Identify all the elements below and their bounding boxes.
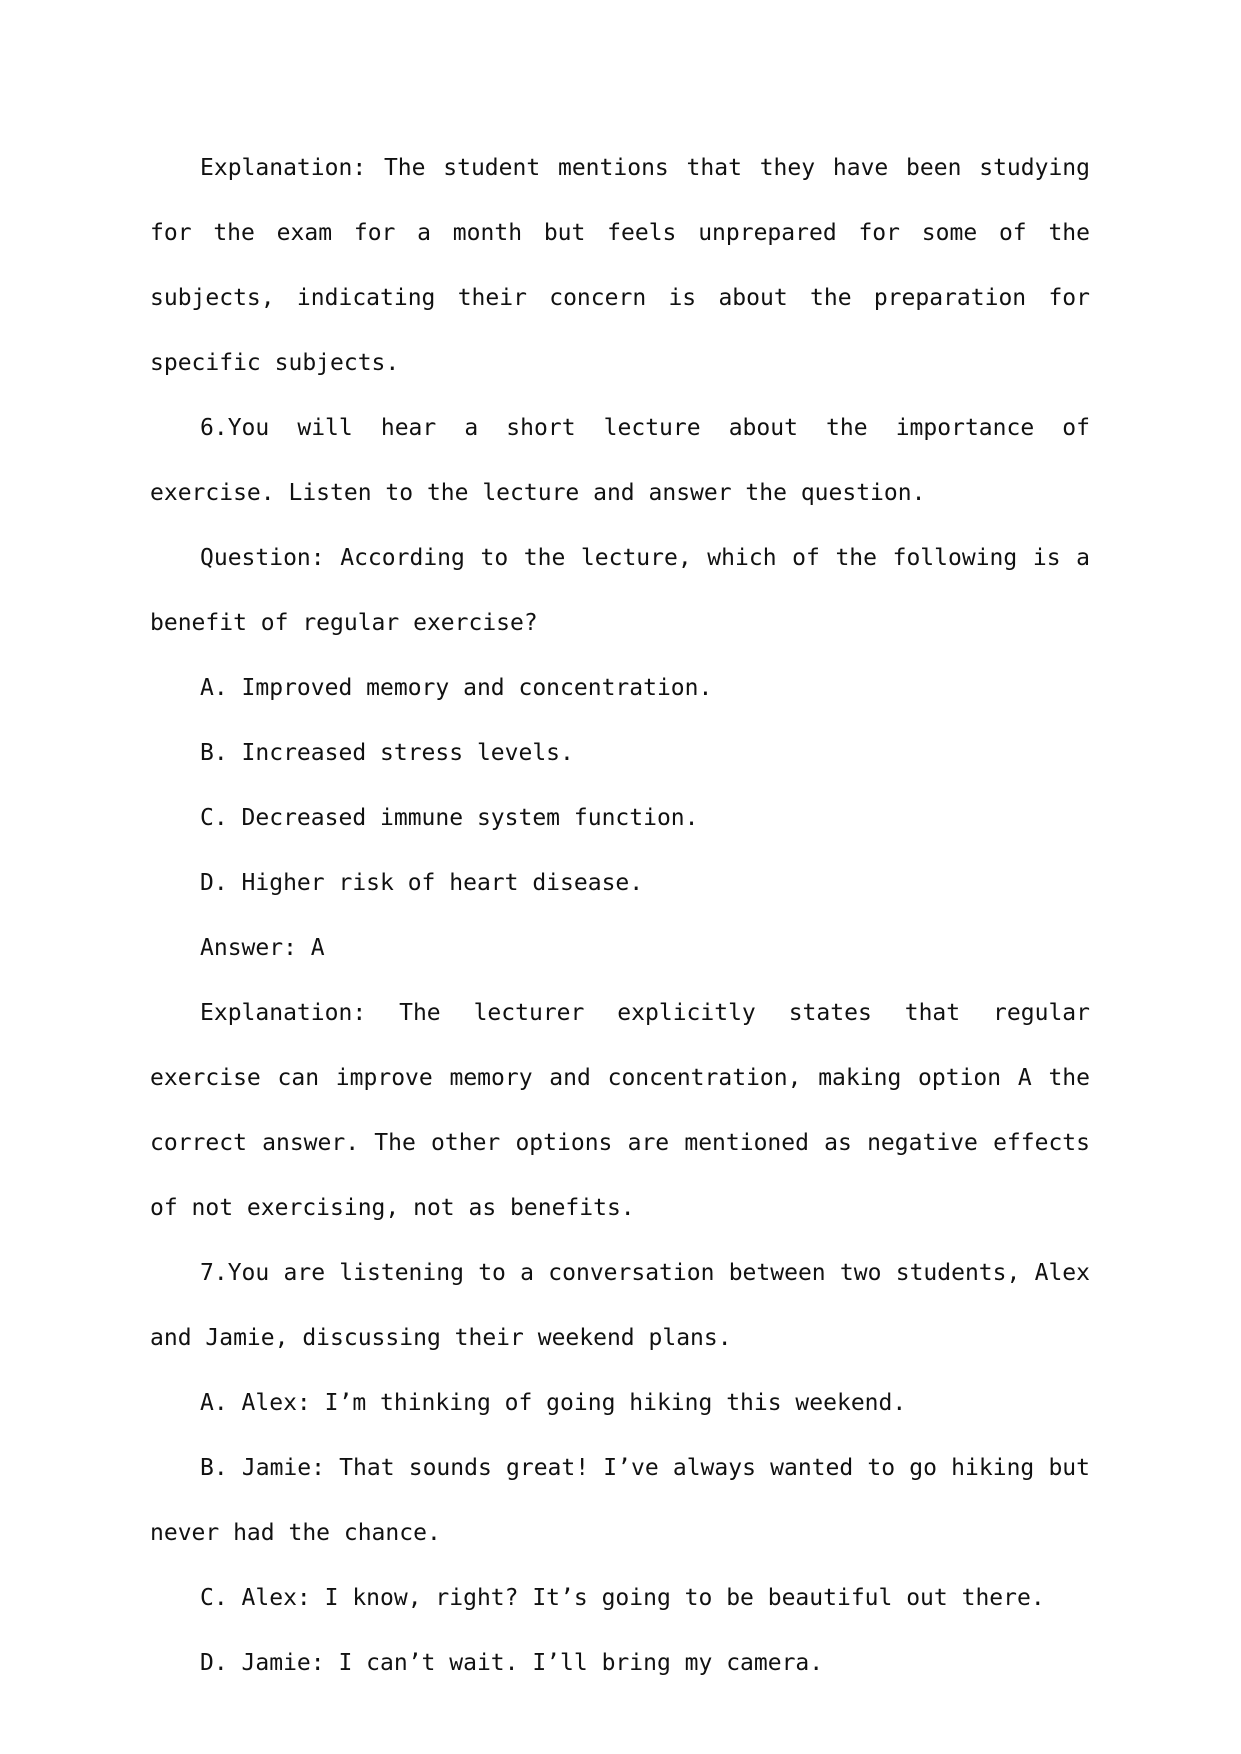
option-c: C. Decreased immune system function. [200, 805, 699, 831]
dialogue-line-b: B. Jamie: That sounds great! I’ve always wanted to go hiking but never had the chance. [150, 1455, 1090, 1546]
question-6-text: Question: According to the lecture, which of the following is a benefit of regular exercise? [150, 545, 1090, 636]
dialogue-line-c: C. Alex: I know, right? It’s going to be beautiful out there. [200, 1585, 1045, 1611]
option-d: D. Higher risk of heart disease. [200, 870, 644, 896]
option-a: A. Improved memory and concentration. [200, 675, 713, 701]
page-content [150, 136, 1090, 1696]
answer-line: Answer: A [200, 935, 325, 961]
dialogue-line-d: D. Jamie: I can’t wait. I’ll bring my camera. [200, 1650, 824, 1676]
question-7-prompt: 7.You are listening to a conversation between two students, Alex and Jamie, discussing their weekend plans. [150, 1260, 1090, 1351]
option-b: B. Increased stress levels. [200, 740, 574, 766]
explanation-paragraph-q5: Explanation: The student mentions that they have been studying for the exam for a month but feels unprepared for some of the subjects, indicating their concern is about the preparation for specific subjects. [150, 155, 1090, 376]
dialogue-line-a: A. Alex: I’m thinking of going hiking this weekend. [200, 1390, 907, 1416]
explanation-paragraph-q6: Explanation: The lecturer explicitly states that regular exercise can improve memory and concentration, making option A the correct answer. The other options are mentioned as negative effects of not exercising, not as benefits. [150, 1000, 1090, 1221]
question-6-prompt: 6.You will hear a short lecture about the importance of exercise. Listen to the lecture and answer the question. [150, 415, 1090, 506]
